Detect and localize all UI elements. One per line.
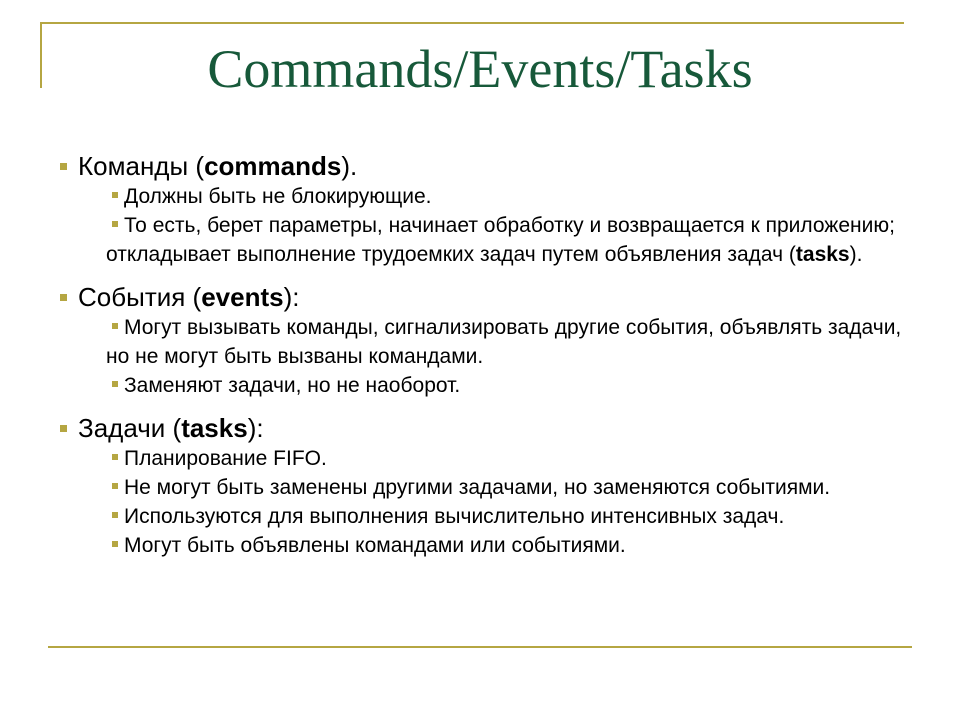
square-bullet-icon: [112, 541, 118, 547]
square-bullet-icon: [60, 294, 67, 301]
frame-bottom-line: [48, 646, 912, 648]
section-heading: Команды (commands).: [60, 150, 910, 182]
section-tasks: [60, 412, 910, 560]
square-bullet-icon: [60, 425, 67, 432]
section-events: [60, 281, 910, 400]
section-commands: [60, 150, 910, 269]
section-heading: Задачи (tasks):: [60, 412, 910, 444]
square-bullet-icon: [112, 381, 118, 387]
keyword: tasks: [181, 413, 248, 443]
section-heading: События (events):: [60, 281, 910, 313]
keyword: events: [201, 282, 284, 312]
square-bullet-icon: [112, 454, 118, 460]
frame-top-line: [40, 22, 904, 24]
square-bullet-icon: [112, 483, 118, 489]
list-item: То есть, берет параметры, начинает обработку и возвращается к приложению; откладывает выполнение трудоемких задач путем объявления задач (tasks).: [106, 214, 895, 266]
list-item: Заменяют задачи, но не наоборот.: [106, 371, 910, 400]
list-item: Не могут быть заменены другими задачами, но заменяются событиями.: [106, 473, 910, 502]
list-item: Должны быть не блокирующие.: [106, 182, 910, 211]
list-item: Используются для выполнения вычислительно интенсивных задач.: [106, 502, 910, 531]
slide-content: [60, 150, 910, 572]
keyword: tasks: [795, 243, 850, 266]
square-bullet-icon: [112, 221, 118, 227]
square-bullet-icon: [60, 163, 67, 170]
square-bullet-icon: [112, 192, 118, 198]
slide-title: Commands/Events/Tasks: [207, 39, 753, 99]
list-item: Могут быть объявлены командами или событиями.: [106, 531, 910, 560]
list-item: Могут вызывать команды, сигнализировать другие события, объявлять задачи, но не могут быть вызваны командами.: [106, 316, 902, 368]
square-bullet-icon: [112, 323, 118, 329]
list-item: Планирование FIFO.: [106, 444, 910, 473]
keyword: commands: [204, 151, 342, 181]
square-bullet-icon: [112, 512, 118, 518]
